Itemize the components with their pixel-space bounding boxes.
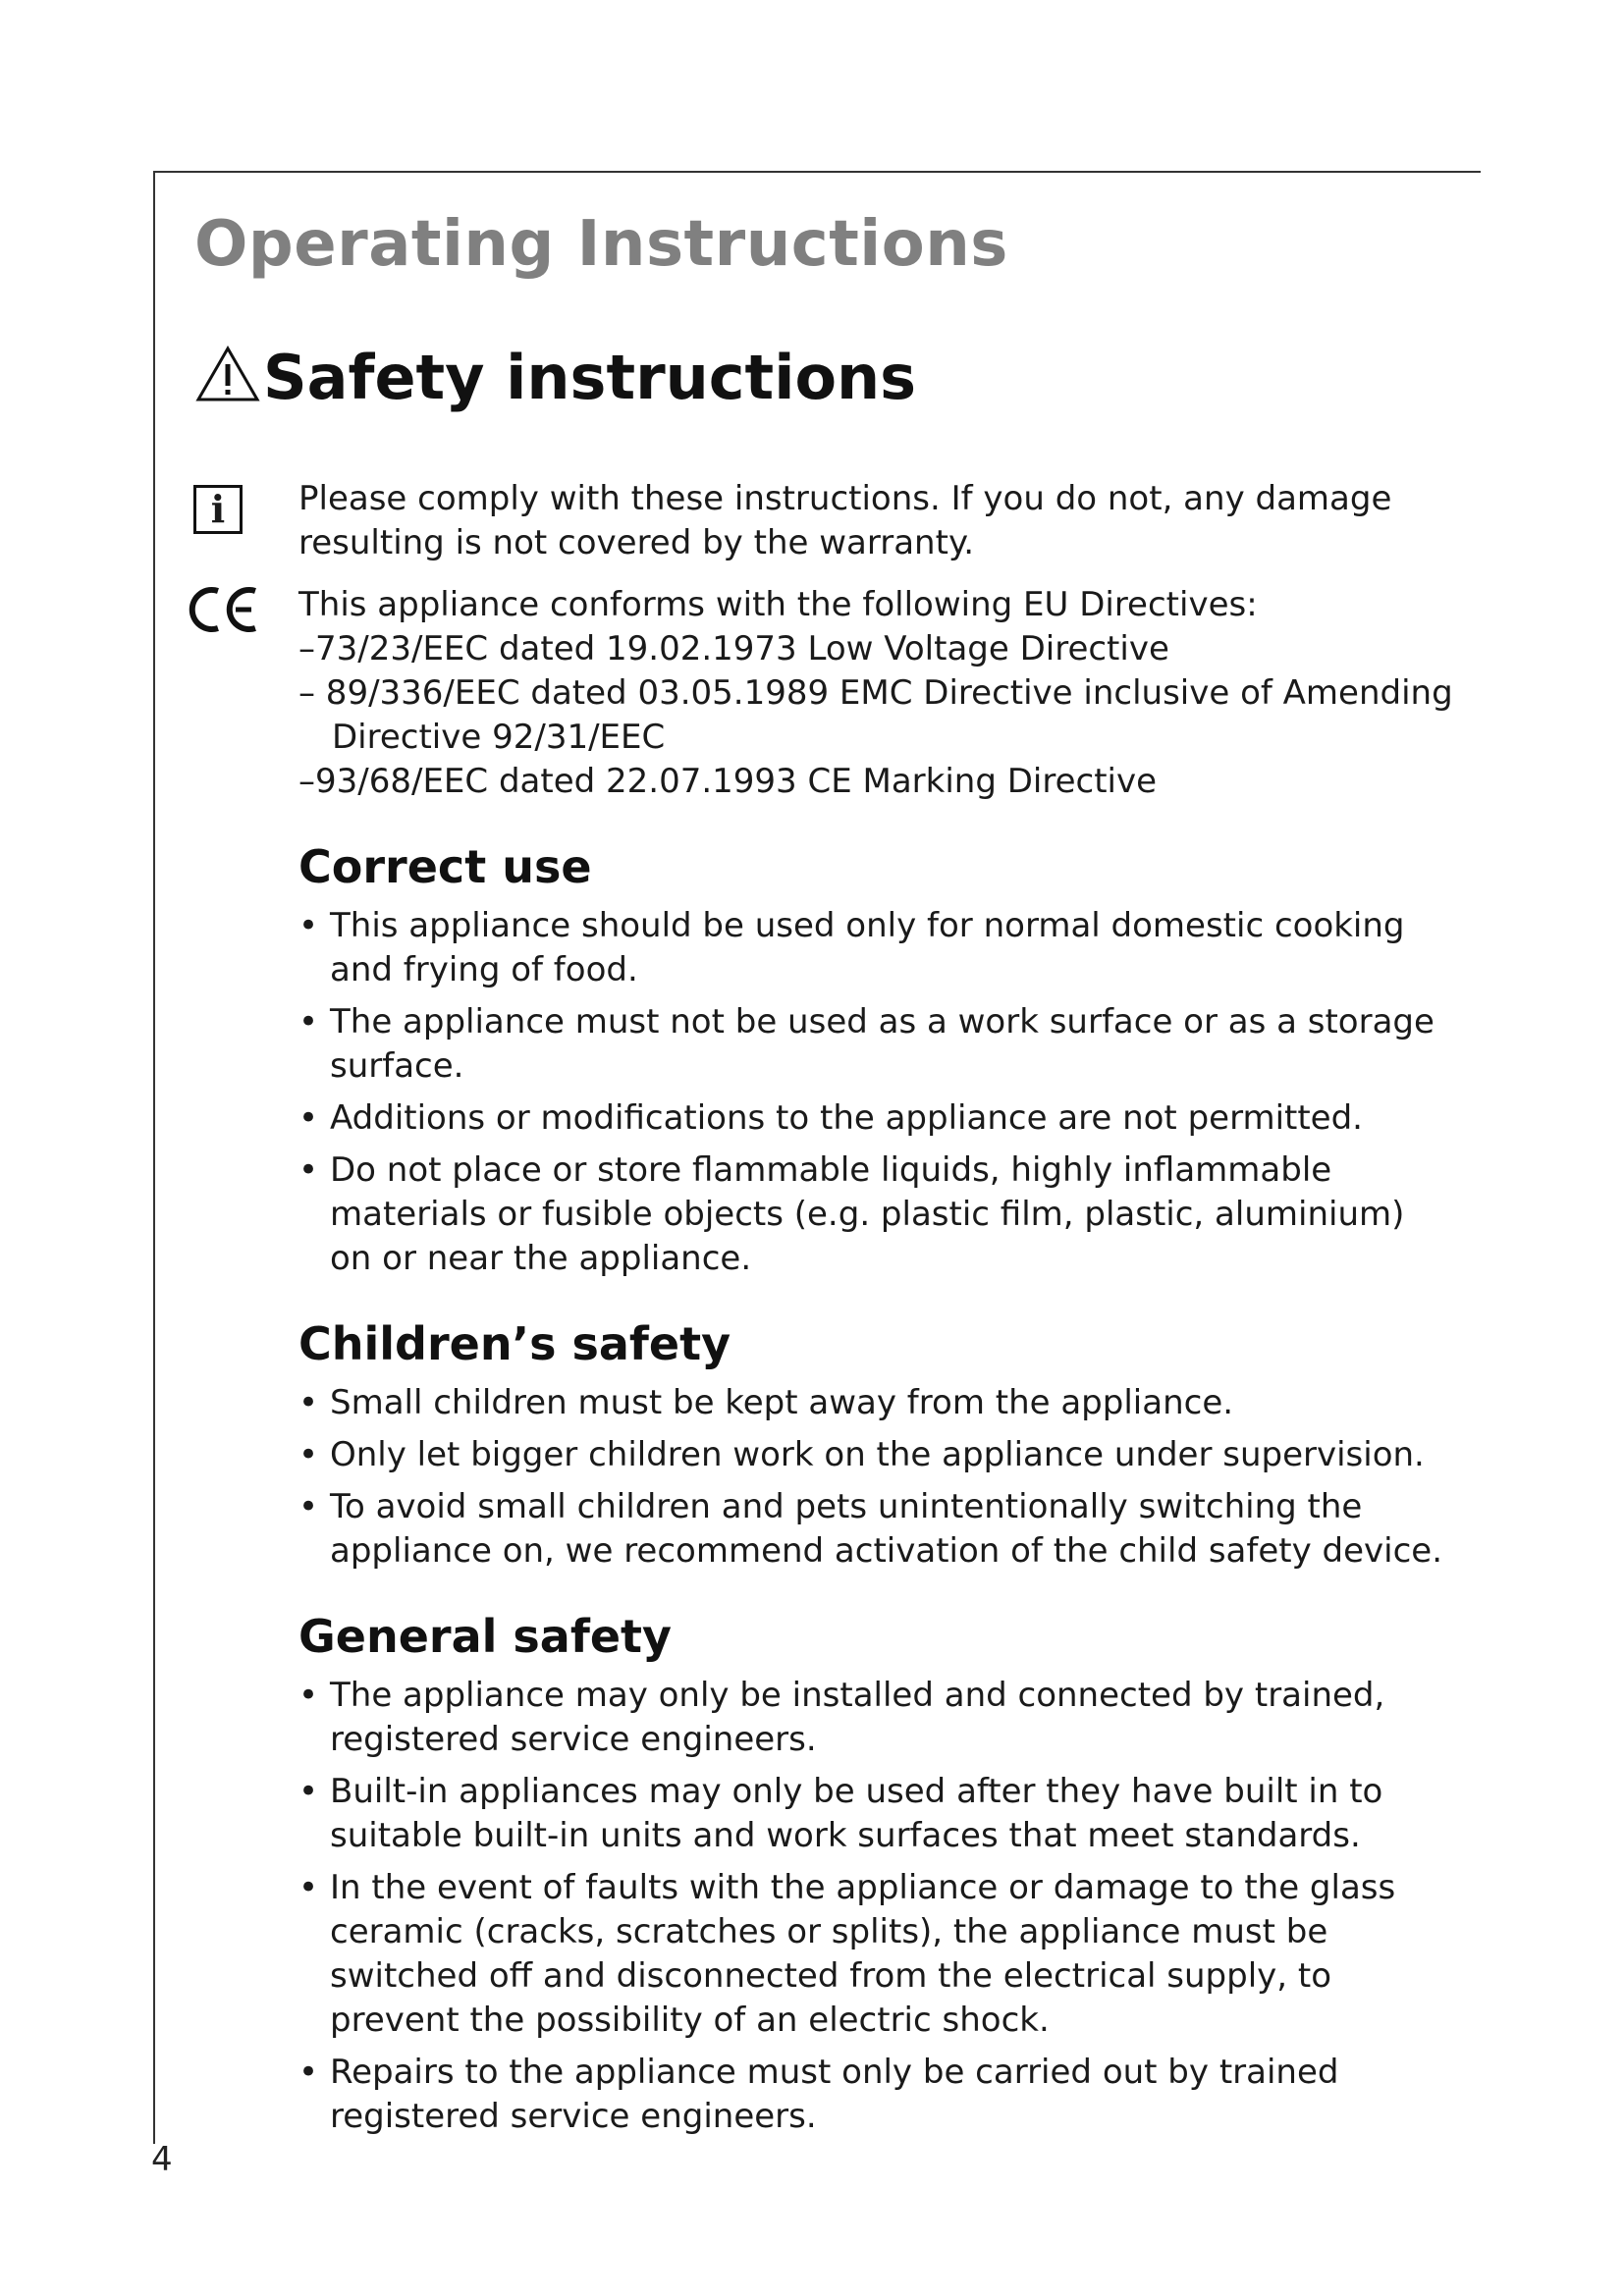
list-item — [298, 1096, 1447, 1141]
bullet: • — [298, 1098, 319, 1138]
warranty-note: Please comply with these instructions. If you do not, any damage resulting is not covered by the warranty. — [298, 479, 1392, 562]
bullet: • — [298, 1487, 319, 1526]
list-item-text: In the event of faults with the appliance or damage to the glass ceramic (cracks, scratches or splits), the appliance must be switched off and disconnected from the electrical supply, to prevent the possibility of an electric shock. — [330, 1868, 1396, 2040]
directive-item: –93/68/EEC dated 22.07.1993 CE Marking Directive — [298, 762, 1158, 801]
list-correct-use — [298, 904, 1447, 1281]
list-item — [298, 904, 1447, 992]
page-number: 4 — [151, 2140, 173, 2179]
frame-top-rule — [153, 171, 1481, 173]
bullet: • — [298, 1435, 319, 1474]
bullet: • — [298, 1772, 319, 1811]
warning-triangle-icon — [194, 345, 261, 403]
list-item — [298, 1485, 1447, 1574]
list-item — [298, 1000, 1447, 1089]
list-general-safety — [298, 1674, 1447, 2139]
content — [298, 477, 1453, 2147]
bullet: • — [298, 1383, 319, 1422]
bullet: • — [298, 1868, 319, 1907]
list-item — [298, 1770, 1447, 1858]
list-childrens-safety — [298, 1381, 1447, 1574]
list-item-text: Small children must be kept away from the appliance. — [330, 1383, 1234, 1422]
list-item — [298, 1866, 1447, 2043]
page-title: Operating Instructions — [194, 208, 1008, 281]
list-item — [298, 2051, 1447, 2139]
list-item-text: Built-in appliances may only be used after they have built in to suitable built-in units and work surfaces that meet standards. — [330, 1772, 1383, 1855]
list-item-text: Do not place or store flammable liquids, highly inflammable materials or fusible objects (e.g. plastic film, plastic, aluminium) on or near the appliance. — [330, 1150, 1405, 1278]
list-item-text: Repairs to the appliance must only be carried out by trained registered service engineers. — [330, 2053, 1339, 2136]
ce-mark-icon — [189, 583, 263, 636]
directives-heading: This appliance conforms with the following EU Directives: — [298, 585, 1258, 624]
heading-childrens-safety: Children’s safety — [298, 1317, 731, 1370]
list-item-text: The appliance may only be installed and connected by trained, registered service engineers. — [330, 1676, 1385, 1759]
bullet: • — [298, 1676, 319, 1715]
list-item-text: Additions or modifications to the appliance are not permitted. — [330, 1098, 1363, 1138]
list-item — [298, 1433, 1447, 1477]
list-item-text: This appliance should be used only for normal domestic cooking and frying of food. — [330, 906, 1405, 989]
list-item — [298, 1148, 1447, 1281]
info-icon: i — [193, 485, 243, 534]
list-item — [298, 1674, 1447, 1762]
bullet: • — [298, 2053, 319, 2092]
bullet: • — [298, 1150, 319, 1190]
safety-title-text: Safety instructions — [263, 342, 917, 413]
heading-general-safety: General safety — [298, 1610, 673, 1663]
directive-item: Directive 92/31/EEC — [332, 718, 666, 757]
list-item — [298, 1381, 1447, 1425]
list-item-text: Only let bigger children work on the appliance under supervision. — [330, 1435, 1425, 1474]
heading-correct-use: Correct use — [298, 840, 592, 893]
list-item-text: To avoid small children and pets unintentionally switching the appliance on, we recommend activation of the child safety device. — [330, 1487, 1443, 1571]
frame-left-rule — [153, 171, 155, 2144]
section-title-safety — [194, 342, 916, 413]
bullet: • — [298, 906, 319, 945]
directive-item: – 89/336/EEC dated 03.05.1989 EMC Directive inclusive of Amending — [298, 673, 1453, 713]
bullet: • — [298, 1002, 319, 1041]
list-item-text: The appliance must not be used as a work surface or as a storage surface. — [330, 1002, 1435, 1086]
directive-item: –73/23/EEC dated 19.02.1973 Low Voltage Directive — [298, 629, 1169, 668]
